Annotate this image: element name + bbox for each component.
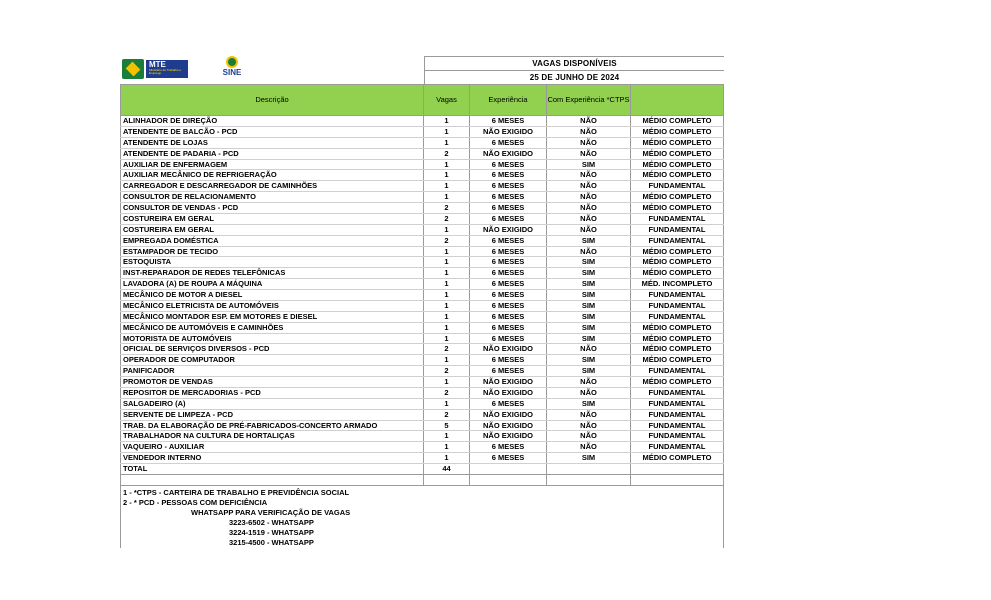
table-row bbox=[120, 431, 724, 442]
table-row bbox=[120, 344, 724, 355]
cell-experiencia: 6 MESES bbox=[470, 290, 547, 300]
table-row bbox=[120, 225, 724, 236]
cell-experiencia: NÃO EXIGIDO bbox=[470, 421, 547, 431]
cell-experiencia: 6 MESES bbox=[470, 192, 547, 202]
cell-vagas: 2 bbox=[424, 388, 470, 398]
cell-vagas: 1 bbox=[424, 127, 470, 137]
column-header-experiencia: Experiência bbox=[470, 85, 547, 115]
cell-ctps: SIM bbox=[547, 312, 631, 322]
cell-descricao: ATENDENTE DE BALCÃO - PCD bbox=[120, 127, 424, 137]
cell-descricao: MOTORISTA DE AUTOMÓVEIS bbox=[120, 334, 424, 344]
brazil-flag-icon bbox=[122, 59, 144, 79]
cell-experiencia: NÃO EXIGIDO bbox=[470, 388, 547, 398]
cell-vagas: 2 bbox=[424, 149, 470, 159]
cell-ctps: NÃO bbox=[547, 410, 631, 420]
cell-experiencia: 6 MESES bbox=[470, 301, 547, 311]
cell-vagas: 1 bbox=[424, 334, 470, 344]
table-row bbox=[120, 170, 724, 181]
table-row bbox=[120, 160, 724, 171]
cell-descricao: MECÂNICO MONTADOR ESP. EM MOTORES E DIESEL bbox=[120, 312, 424, 322]
page-title: VAGAS DISPONÍVEIS bbox=[425, 57, 724, 71]
cell-ctps: SIM bbox=[547, 453, 631, 463]
cell-experiencia: 6 MESES bbox=[470, 236, 547, 246]
whatsapp-phone: 3223-6502 - WHATSAPP bbox=[229, 518, 314, 527]
cell-escolaridade: MÉDIO COMPLETO bbox=[631, 257, 724, 267]
cell-escolaridade: MÉDIO COMPLETO bbox=[631, 203, 724, 213]
cell-descricao: VENDEDOR INTERNO bbox=[120, 453, 424, 463]
cell-descricao: CONSULTOR DE VENDAS - PCD bbox=[120, 203, 424, 213]
table-row bbox=[120, 421, 724, 432]
cell-descricao: SALGADEIRO (A) bbox=[120, 399, 424, 409]
table-row bbox=[120, 301, 724, 312]
cell-descricao: LAVADORA (A) DE ROUPA A MÁQUINA bbox=[120, 279, 424, 289]
table-row bbox=[120, 149, 724, 160]
cell-ctps: SIM bbox=[547, 399, 631, 409]
cell-descricao: AUXILIAR MECÂNICO DE REFRIGERAÇÃO bbox=[120, 170, 424, 180]
cell-experiencia: NÃO EXIGIDO bbox=[470, 149, 547, 159]
table-row bbox=[120, 181, 724, 192]
table-row bbox=[120, 279, 724, 290]
table-row bbox=[120, 127, 724, 138]
table-row bbox=[120, 366, 724, 377]
cell-experiencia: 6 MESES bbox=[470, 203, 547, 213]
cell-escolaridade: FUNDAMENTAL bbox=[631, 312, 724, 322]
cell-ctps: NÃO bbox=[547, 431, 631, 441]
cell-escolaridade: MÉDIO COMPLETO bbox=[631, 323, 724, 333]
table-row bbox=[120, 214, 724, 225]
cell-vagas: 1 bbox=[424, 399, 470, 409]
cell-escolaridade: MÉDIO COMPLETO bbox=[631, 127, 724, 137]
cell-ctps: SIM bbox=[547, 268, 631, 278]
page-date: 25 DE JUNHO DE 2024 bbox=[425, 71, 724, 85]
cell-descricao: EMPREGADA DOMÉSTICA bbox=[120, 236, 424, 246]
cell-experiencia: 6 MESES bbox=[470, 279, 547, 289]
sine-emblem-icon bbox=[226, 56, 238, 68]
cell-escolaridade: FUNDAMENTAL bbox=[631, 388, 724, 398]
cell-experiencia: 6 MESES bbox=[470, 334, 547, 344]
table-row bbox=[120, 377, 724, 388]
cell-descricao: CARREGADOR E DESCARREGADOR DE CAMINHÕES bbox=[120, 181, 424, 191]
cell-experiencia: 6 MESES bbox=[470, 170, 547, 180]
cell-escolaridade: FUNDAMENTAL bbox=[631, 421, 724, 431]
mte-logo bbox=[122, 58, 188, 80]
table-row bbox=[120, 138, 724, 149]
table-row bbox=[120, 290, 724, 301]
table-row bbox=[120, 334, 724, 345]
cell-experiencia: 6 MESES bbox=[470, 160, 547, 170]
title-block bbox=[425, 56, 724, 84]
table-row bbox=[120, 257, 724, 268]
cell-vagas: 1 bbox=[424, 323, 470, 333]
mte-logo-subtext: Ministério do Trabalho e Emprego bbox=[149, 68, 182, 75]
cell-escolaridade: MÉDIO COMPLETO bbox=[631, 116, 724, 126]
cell-experiencia: 6 MESES bbox=[470, 268, 547, 278]
cell-vagas: 1 bbox=[424, 442, 470, 452]
cell-ctps: SIM bbox=[547, 366, 631, 376]
cell-vagas: 2 bbox=[424, 203, 470, 213]
footnotes bbox=[120, 486, 724, 548]
cell-descricao: OFICIAL DE SERVIÇOS DIVERSOS - PCD bbox=[120, 344, 424, 354]
cell-escolaridade: FUNDAMENTAL bbox=[631, 225, 724, 235]
cell-descricao: TRAB. DA ELABORAÇÃO DE PRÉ-FABRICADOS-CONCERTO ARMADO bbox=[120, 421, 424, 431]
cell-escolaridade: MÉDIO COMPLETO bbox=[631, 355, 724, 365]
cell-escolaridade: MÉDIO COMPLETO bbox=[631, 138, 724, 148]
sine-logo bbox=[218, 56, 246, 84]
total-row bbox=[120, 464, 724, 475]
cell-ctps: NÃO bbox=[547, 192, 631, 202]
cell-ctps: SIM bbox=[547, 355, 631, 365]
cell-descricao: ALINHADOR DE DIREÇÃO bbox=[120, 116, 424, 126]
table-row bbox=[120, 442, 724, 453]
cell-ctps: NÃO bbox=[547, 116, 631, 126]
cell-escolaridade: MÉDIO COMPLETO bbox=[631, 170, 724, 180]
sheet-header bbox=[120, 56, 724, 84]
cell-ctps: SIM bbox=[547, 279, 631, 289]
cell-experiencia: 6 MESES bbox=[470, 116, 547, 126]
column-header-ctps: Com Experiência *CTPS bbox=[547, 85, 631, 115]
cell-escolaridade: MÉDIO COMPLETO bbox=[631, 149, 724, 159]
cell-vagas: 1 bbox=[424, 257, 470, 267]
cell-experiencia: 6 MESES bbox=[470, 366, 547, 376]
mte-logo-text: MTE bbox=[149, 60, 166, 69]
cell-escolaridade: MÉDIO COMPLETO bbox=[631, 160, 724, 170]
cell-experiencia: NÃO EXIGIDO bbox=[470, 127, 547, 137]
cell-vagas: 2 bbox=[424, 366, 470, 376]
cell-descricao: MECÂNICO DE AUTOMÓVEIS E CAMINHÕES bbox=[120, 323, 424, 333]
cell-experiencia: NÃO EXIGIDO bbox=[470, 410, 547, 420]
cell-experiencia: 6 MESES bbox=[470, 138, 547, 148]
cell-vagas: 2 bbox=[424, 236, 470, 246]
cell-ctps: NÃO bbox=[547, 127, 631, 137]
cell-escolaridade: MÉDIO COMPLETO bbox=[631, 334, 724, 344]
column-header-row bbox=[120, 84, 724, 116]
cell-ctps: NÃO bbox=[547, 421, 631, 431]
cell-escolaridade: MÉDIO COMPLETO bbox=[631, 344, 724, 354]
column-header-descricao: Descrição bbox=[120, 85, 424, 115]
cell-escolaridade: MÉDIO COMPLETO bbox=[631, 377, 724, 387]
blank-row bbox=[120, 475, 724, 486]
cell-descricao: COSTUREIRA EM GERAL bbox=[120, 225, 424, 235]
cell-descricao: MECÂNICO DE MOTOR A DIESEL bbox=[120, 290, 424, 300]
cell-ctps: NÃO bbox=[547, 388, 631, 398]
cell-escolaridade: FUNDAMENTAL bbox=[631, 442, 724, 452]
table-row bbox=[120, 312, 724, 323]
cell-escolaridade: MÉDIO COMPLETO bbox=[631, 247, 724, 257]
cell-experiencia: 6 MESES bbox=[470, 257, 547, 267]
column-header-escolaridade bbox=[631, 85, 724, 115]
whatsapp-title: WHATSAPP PARA VERIFICAÇÃO DE VAGAS bbox=[191, 508, 351, 517]
cell-vagas: 1 bbox=[424, 160, 470, 170]
cell-escolaridade: FUNDAMENTAL bbox=[631, 181, 724, 191]
cell-ctps: NÃO bbox=[547, 170, 631, 180]
cell-escolaridade: FUNDAMENTAL bbox=[631, 431, 724, 441]
cell-descricao: CONSULTOR DE RELACIONAMENTO bbox=[120, 192, 424, 202]
cell-experiencia: NÃO EXIGIDO bbox=[470, 377, 547, 387]
cell-descricao: ATENDENTE DE PADARIA - PCD bbox=[120, 149, 424, 159]
cell-vagas: 5 bbox=[424, 421, 470, 431]
cell-ctps: SIM bbox=[547, 160, 631, 170]
total-label: TOTAL bbox=[120, 464, 424, 474]
whatsapp-phone: 3224-1519 - WHATSAPP bbox=[229, 528, 314, 537]
cell-ctps: NÃO bbox=[547, 377, 631, 387]
cell-ctps: SIM bbox=[547, 236, 631, 246]
cell-descricao: SERVENTE DE LIMPEZA - PCD bbox=[120, 410, 424, 420]
cell-vagas: 1 bbox=[424, 355, 470, 365]
cell-vagas: 1 bbox=[424, 181, 470, 191]
cell-escolaridade: MÉDIO COMPLETO bbox=[631, 453, 724, 463]
cell-descricao: ATENDENTE DE LOJAS bbox=[120, 138, 424, 148]
cell-experiencia: 6 MESES bbox=[470, 247, 547, 257]
cell-experiencia: 6 MESES bbox=[470, 453, 547, 463]
cell-ctps: NÃO bbox=[547, 181, 631, 191]
table-row bbox=[120, 355, 724, 366]
table-row bbox=[120, 203, 724, 214]
logo-area bbox=[120, 56, 425, 84]
cell-vagas: 2 bbox=[424, 344, 470, 354]
cell-vagas: 1 bbox=[424, 301, 470, 311]
cell-descricao: PANIFICADOR bbox=[120, 366, 424, 376]
cell-escolaridade: MÉDIO COMPLETO bbox=[631, 268, 724, 278]
cell-descricao: ESTOQUISTA bbox=[120, 257, 424, 267]
cell-escolaridade: FUNDAMENTAL bbox=[631, 366, 724, 376]
cell-ctps: NÃO bbox=[547, 138, 631, 148]
table-row bbox=[120, 192, 724, 203]
cell-descricao: AUXILIAR DE ENFERMAGEM bbox=[120, 160, 424, 170]
cell-vagas: 1 bbox=[424, 192, 470, 202]
table-row bbox=[120, 453, 724, 464]
cell-experiencia: 6 MESES bbox=[470, 214, 547, 224]
table-row bbox=[120, 116, 724, 127]
cell-experiencia: NÃO EXIGIDO bbox=[470, 431, 547, 441]
cell-ctps: NÃO bbox=[547, 225, 631, 235]
column-header-vagas: Vagas bbox=[424, 85, 470, 115]
cell-escolaridade: FUNDAMENTAL bbox=[631, 301, 724, 311]
cell-descricao: INST-REPARADOR DE REDES TELEFÔNICAS bbox=[120, 268, 424, 278]
cell-escolaridade: MÉDIO COMPLETO bbox=[631, 192, 724, 202]
table-row bbox=[120, 236, 724, 247]
cell-ctps: NÃO bbox=[547, 203, 631, 213]
cell-ctps: SIM bbox=[547, 290, 631, 300]
cell-escolaridade: FUNDAMENTAL bbox=[631, 399, 724, 409]
cell-descricao: COSTUREIRA EM GERAL bbox=[120, 214, 424, 224]
cell-escolaridade: FUNDAMENTAL bbox=[631, 236, 724, 246]
cell-escolaridade: FUNDAMENTAL bbox=[631, 290, 724, 300]
cell-experiencia: 6 MESES bbox=[470, 323, 547, 333]
table-row bbox=[120, 388, 724, 399]
cell-ctps: NÃO bbox=[547, 344, 631, 354]
cell-vagas: 1 bbox=[424, 138, 470, 148]
mte-logo-box bbox=[146, 60, 188, 78]
cell-ctps: SIM bbox=[547, 257, 631, 267]
cell-descricao: TRABALHADOR NA CULTURA DE HORTALIÇAS bbox=[120, 431, 424, 441]
cell-descricao: OPERADOR DE COMPUTADOR bbox=[120, 355, 424, 365]
cell-escolaridade: MÉD. INCOMPLETO bbox=[631, 279, 724, 289]
cell-vagas: 1 bbox=[424, 279, 470, 289]
cell-descricao: PROMOTOR DE VENDAS bbox=[120, 377, 424, 387]
cell-vagas: 1 bbox=[424, 225, 470, 235]
cell-vagas: 1 bbox=[424, 377, 470, 387]
cell-ctps: NÃO bbox=[547, 247, 631, 257]
table-row bbox=[120, 399, 724, 410]
cell-vagas: 1 bbox=[424, 170, 470, 180]
cell-experiencia: 6 MESES bbox=[470, 312, 547, 322]
cell-vagas: 1 bbox=[424, 431, 470, 441]
table-row bbox=[120, 268, 724, 279]
cell-descricao: MECÂNICO ELETRICISTA DE AUTOMÓVEIS bbox=[120, 301, 424, 311]
job-listing-sheet bbox=[120, 56, 724, 548]
job-rows bbox=[120, 116, 724, 464]
cell-escolaridade: FUNDAMENTAL bbox=[631, 410, 724, 420]
cell-experiencia: 6 MESES bbox=[470, 181, 547, 191]
cell-descricao: VAQUEIRO - AUXILIAR bbox=[120, 442, 424, 452]
cell-vagas: 1 bbox=[424, 116, 470, 126]
cell-descricao: REPOSITOR DE MERCADORIAS - PCD bbox=[120, 388, 424, 398]
cell-descricao: ESTAMPADOR DE TECIDO bbox=[120, 247, 424, 257]
cell-vagas: 1 bbox=[424, 268, 470, 278]
cell-experiencia: 6 MESES bbox=[470, 442, 547, 452]
cell-ctps: NÃO bbox=[547, 442, 631, 452]
cell-experiencia: NÃO EXIGIDO bbox=[470, 225, 547, 235]
footnote-ctps: 1 - *CTPS - CARTEIRA DE TRABALHO E PREVIDÊNCIA SOCIAL bbox=[123, 488, 350, 497]
cell-vagas: 2 bbox=[424, 214, 470, 224]
cell-ctps: SIM bbox=[547, 334, 631, 344]
sine-logo-text: SINE bbox=[222, 68, 242, 77]
table-row bbox=[120, 247, 724, 258]
cell-experiencia: NÃO EXIGIDO bbox=[470, 344, 547, 354]
cell-vagas: 2 bbox=[424, 410, 470, 420]
cell-ctps: SIM bbox=[547, 301, 631, 311]
cell-vagas: 1 bbox=[424, 247, 470, 257]
cell-experiencia: 6 MESES bbox=[470, 355, 547, 365]
cell-vagas: 1 bbox=[424, 453, 470, 463]
total-value: 44 bbox=[424, 464, 470, 474]
cell-escolaridade: FUNDAMENTAL bbox=[631, 214, 724, 224]
table-row bbox=[120, 323, 724, 334]
cell-ctps: NÃO bbox=[547, 149, 631, 159]
cell-vagas: 1 bbox=[424, 290, 470, 300]
table-row bbox=[120, 410, 724, 421]
whatsapp-phone: 3215-4500 - WHATSAPP bbox=[229, 538, 314, 547]
footnote-pcd: 2 - * PCD - PESSOAS COM DEFICIÊNCIA bbox=[123, 498, 268, 507]
cell-vagas: 1 bbox=[424, 312, 470, 322]
cell-ctps: NÃO bbox=[547, 214, 631, 224]
cell-ctps: SIM bbox=[547, 323, 631, 333]
cell-experiencia: 6 MESES bbox=[470, 399, 547, 409]
